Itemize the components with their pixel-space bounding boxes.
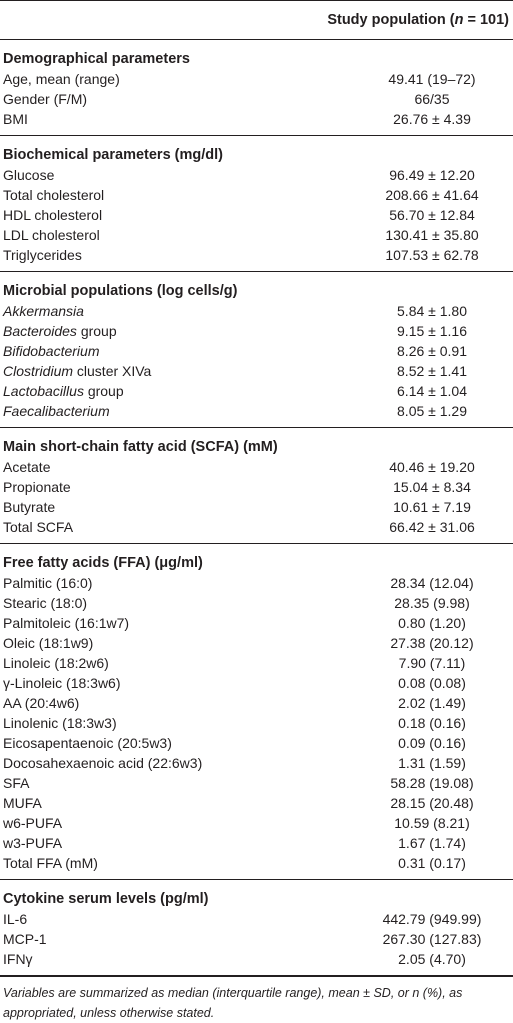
row-value: 0.08 (0.08) <box>398 675 466 691</box>
table-row <box>0 321 513 341</box>
row-value: 267.30 (127.83) <box>382 931 482 947</box>
row-label: Glucose <box>3 167 55 183</box>
row-value: 1.31 (1.59) <box>398 755 466 771</box>
row-label: Total cholesterol <box>3 187 105 203</box>
section-ffa <box>0 544 513 880</box>
row-label: Stearic (18:0) <box>3 595 88 611</box>
row-value: 66.42 ± 31.06 <box>389 519 475 535</box>
table-row <box>0 633 513 653</box>
row-value: 0.09 (0.16) <box>398 735 466 751</box>
table-row <box>0 109 513 129</box>
table-row <box>0 89 513 109</box>
row-label: LDL cholesterol <box>3 227 100 243</box>
table-row <box>0 813 513 833</box>
row-value: 28.15 (20.48) <box>390 795 474 811</box>
row-label: Linolenic (18:3w3) <box>3 715 117 731</box>
row-label: Total SCFA <box>3 519 74 535</box>
column-header-study-population: Study population (n = 101) <box>327 12 509 28</box>
table-row <box>0 225 513 245</box>
row-value: 27.38 (20.12) <box>390 635 474 651</box>
row-label: Palmitoleic (16:1w7) <box>3 615 130 631</box>
row-label: Docosahexaenoic acid (22:6w3) <box>3 755 203 771</box>
table-row <box>0 477 513 497</box>
row-value: 130.41 ± 35.80 <box>385 227 479 243</box>
row-label: w6-PUFA <box>3 815 63 831</box>
table-row <box>0 497 513 517</box>
row-value: 1.67 (1.74) <box>398 835 466 851</box>
table-row <box>0 205 513 225</box>
row-label: Triglycerides <box>3 247 82 263</box>
row-value: 10.61 ± 7.19 <box>393 499 471 515</box>
section-biochemical <box>0 136 513 272</box>
row-value: 9.15 ± 1.16 <box>397 323 467 339</box>
row-label: IL-6 <box>3 911 28 927</box>
table-row <box>0 361 513 381</box>
table-row <box>0 517 513 537</box>
row-value: 6.14 ± 1.04 <box>397 383 467 399</box>
section-title: Microbial populations (log cells/g) <box>3 283 238 299</box>
row-label: MCP-1 <box>3 931 47 947</box>
row-value: 0.18 (0.16) <box>398 715 466 731</box>
row-value: 28.34 (12.04) <box>390 575 474 591</box>
row-label: BMI <box>3 111 28 127</box>
table-row <box>0 693 513 713</box>
table-row <box>0 949 513 969</box>
row-value: 8.05 ± 1.29 <box>397 403 467 419</box>
table-row <box>0 753 513 773</box>
table-row <box>0 673 513 693</box>
table-row <box>0 653 513 673</box>
table-row <box>0 713 513 733</box>
row-label: AA (20:4w6) <box>3 695 80 711</box>
table-row <box>0 381 513 401</box>
row-label: Linoleic (18:2w6) <box>3 655 109 671</box>
table-row <box>0 341 513 361</box>
row-label: SFA <box>3 775 30 791</box>
table-row <box>0 733 513 753</box>
row-label: Age, mean (range) <box>3 71 120 87</box>
section-title: Biochemical parameters (mg/dl) <box>3 147 223 163</box>
row-value: 49.41 (19–72) <box>388 71 476 87</box>
table-header <box>0 0 513 40</box>
table-row <box>0 773 513 793</box>
table-row <box>0 69 513 89</box>
row-label: HDL cholesterol <box>3 207 103 223</box>
table-footnote: Variables are summarized as median (interquartile range), mean ± SD, or n (%), as appropriated, unless otherwise stated. <box>3 986 463 1020</box>
table-row <box>0 793 513 813</box>
row-label: Butyrate <box>3 499 56 515</box>
section-demographical <box>0 40 513 136</box>
row-label: Palmitic (16:0) <box>3 575 93 591</box>
row-value: 208.66 ± 41.64 <box>385 187 479 203</box>
table-row <box>0 853 513 873</box>
row-label: Total FFA (mM) <box>3 855 98 871</box>
row-value: 5.84 ± 1.80 <box>397 303 467 319</box>
row-value: 0.31 (0.17) <box>398 855 466 871</box>
table-row <box>0 613 513 633</box>
row-value: 28.35 (9.98) <box>394 595 470 611</box>
row-value: 442.79 (949.99) <box>382 911 482 927</box>
row-label: Eicosapentaenoic (20:5w3) <box>3 735 172 751</box>
table-row <box>0 593 513 613</box>
row-value: 8.52 ± 1.41 <box>397 363 467 379</box>
row-label: Akkermansia <box>3 303 84 319</box>
row-value: 10.59 (8.21) <box>394 815 470 831</box>
table-row <box>0 457 513 477</box>
table-row <box>0 573 513 593</box>
row-value: 0.80 (1.20) <box>398 615 466 631</box>
row-value: 2.05 (4.70) <box>398 951 466 967</box>
table-row <box>0 301 513 321</box>
section-title: Demographical parameters <box>3 51 190 67</box>
row-value: 58.28 (19.08) <box>390 775 474 791</box>
row-value: 56.70 ± 12.84 <box>389 207 475 223</box>
table-row <box>0 833 513 853</box>
row-label: γ-Linoleic (18:3w6) <box>3 675 121 691</box>
row-label: IFNγ <box>3 951 33 967</box>
row-label: MUFA <box>3 795 42 811</box>
row-value: 7.90 (7.11) <box>398 655 466 671</box>
row-label: w3-PUFA <box>3 835 63 851</box>
table-row <box>0 245 513 265</box>
row-value: 66/35 <box>414 91 450 107</box>
row-value: 2.02 (1.49) <box>398 695 466 711</box>
row-label: Bifidobacterium <box>3 343 100 359</box>
table-row <box>0 165 513 185</box>
row-label: Lactobacillus group <box>3 383 124 399</box>
row-label: Bacteroides group <box>3 323 117 339</box>
row-value: 96.49 ± 12.20 <box>389 167 475 183</box>
section-title: Cytokine serum levels (pg/ml) <box>3 891 209 907</box>
row-value: 40.46 ± 19.20 <box>389 459 475 475</box>
row-label: Faecalibacterium <box>3 403 110 419</box>
table-row <box>0 401 513 421</box>
row-value: 15.04 ± 8.34 <box>393 479 471 495</box>
row-label: Oleic (18:1w9) <box>3 635 94 651</box>
section-microbial <box>0 272 513 428</box>
row-label: Clostridium cluster XIVa <box>3 363 152 379</box>
row-value: 8.26 ± 0.91 <box>397 343 467 359</box>
table-row <box>0 909 513 929</box>
section-cytokine <box>0 880 513 977</box>
table-row <box>0 185 513 205</box>
row-label: Acetate <box>3 459 51 475</box>
section-title: Free fatty acids (FFA) (μg/ml) <box>3 555 203 571</box>
row-value: 26.76 ± 4.39 <box>393 111 471 127</box>
section-scfa <box>0 428 513 544</box>
row-label: Gender (F/M) <box>3 91 88 107</box>
table-row <box>0 929 513 949</box>
section-title: Main short-chain fatty acid (SCFA) (mM) <box>3 439 278 455</box>
row-label: Propionate <box>3 479 71 495</box>
row-value: 107.53 ± 62.78 <box>385 247 479 263</box>
